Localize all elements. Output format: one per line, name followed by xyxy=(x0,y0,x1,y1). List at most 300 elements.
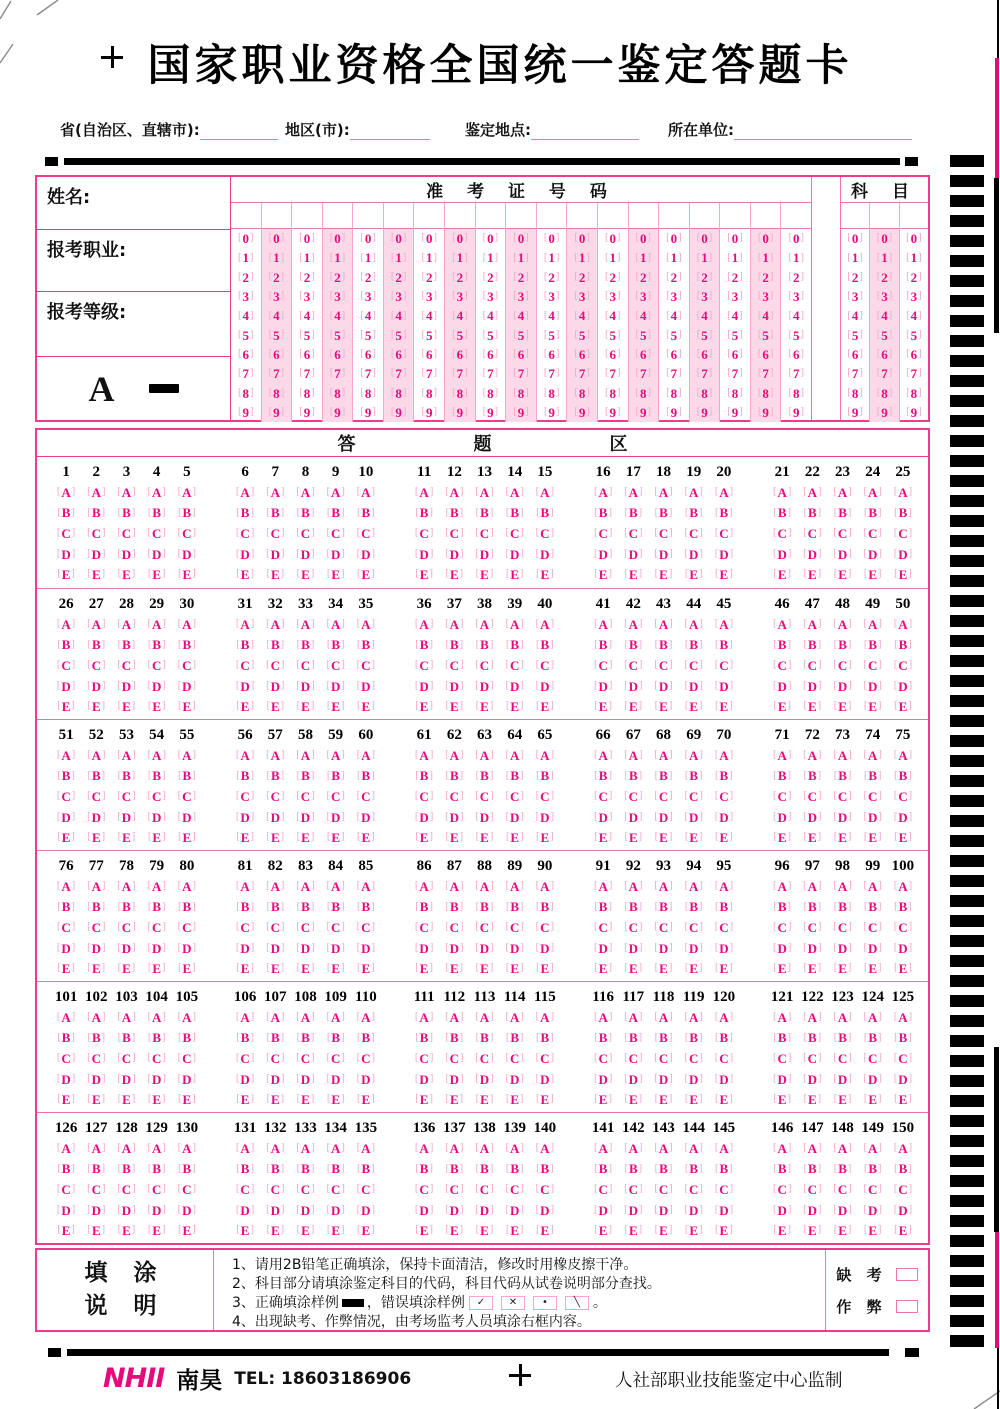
option-bubble-52-e[interactable] xyxy=(87,827,105,848)
digit-bubble-2[interactable] xyxy=(384,268,414,287)
option-bubble-129-b[interactable] xyxy=(148,1159,166,1180)
option-bubble-85-c[interactable] xyxy=(357,917,375,938)
option-bubble-21-a[interactable] xyxy=(773,482,791,503)
option-bubble-148-d[interactable] xyxy=(833,1200,851,1221)
option-bubble-51-d[interactable] xyxy=(57,807,75,828)
option-bubble-135-d[interactable] xyxy=(357,1200,375,1221)
option-bubble-4-a[interactable] xyxy=(147,482,165,503)
option-bubble-73-a[interactable] xyxy=(833,745,851,766)
option-bubble-83-a[interactable] xyxy=(296,876,314,897)
digit-bubble-7[interactable] xyxy=(720,364,750,383)
option-bubble-40-b[interactable] xyxy=(536,635,554,656)
option-bubble-18-b[interactable] xyxy=(655,503,673,524)
handwrite-cell[interactable] xyxy=(690,203,720,229)
digit-bubble-3[interactable] xyxy=(870,287,898,306)
digit-bubble-6[interactable] xyxy=(292,345,322,364)
option-bubble-144-c[interactable] xyxy=(685,1179,703,1200)
option-bubble-45-b[interactable] xyxy=(715,635,733,656)
option-bubble-69-a[interactable] xyxy=(685,745,703,766)
digit-bubble-6[interactable] xyxy=(781,345,811,364)
option-bubble-72-c[interactable] xyxy=(803,786,821,807)
option-bubble-87-b[interactable] xyxy=(445,897,463,918)
option-bubble-146-a[interactable] xyxy=(773,1138,791,1159)
digit-bubble-8[interactable] xyxy=(384,383,414,402)
option-bubble-1-a[interactable] xyxy=(57,482,75,503)
option-bubble-35-a[interactable] xyxy=(357,614,375,635)
option-bubble-108-d[interactable] xyxy=(296,1069,314,1090)
option-bubble-46-b[interactable] xyxy=(773,635,791,656)
option-bubble-99-b[interactable] xyxy=(864,897,882,918)
digit-bubble-0[interactable] xyxy=(414,229,444,248)
option-bubble-13-a[interactable] xyxy=(475,482,493,503)
option-bubble-16-d[interactable] xyxy=(594,544,612,565)
option-bubble-84-c[interactable] xyxy=(326,917,344,938)
option-bubble-27-e[interactable] xyxy=(87,696,105,717)
digit-bubble-2[interactable] xyxy=(659,268,689,287)
digit-bubble-8[interactable] xyxy=(262,383,292,402)
digit-bubble-6[interactable] xyxy=(384,345,414,364)
option-bubble-14-e[interactable] xyxy=(506,564,524,585)
option-bubble-64-d[interactable] xyxy=(505,807,523,828)
digit-bubble-6[interactable] xyxy=(870,345,898,364)
digit-bubble-9[interactable] xyxy=(414,403,444,422)
option-bubble-102-e[interactable] xyxy=(87,1089,105,1110)
option-bubble-1-b[interactable] xyxy=(57,503,75,524)
option-bubble-19-d[interactable] xyxy=(685,544,703,565)
option-bubble-137-e[interactable] xyxy=(445,1220,463,1241)
option-bubble-59-d[interactable] xyxy=(326,807,344,828)
option-bubble-43-a[interactable] xyxy=(654,614,672,635)
option-bubble-142-a[interactable] xyxy=(624,1138,642,1159)
option-bubble-126-c[interactable] xyxy=(57,1179,75,1200)
option-bubble-39-a[interactable] xyxy=(505,614,523,635)
option-bubble-4-e[interactable] xyxy=(148,564,166,585)
digit-bubble-3[interactable] xyxy=(262,287,292,306)
option-bubble-62-e[interactable] xyxy=(445,827,463,848)
option-bubble-19-c[interactable] xyxy=(685,523,703,544)
option-bubble-112-d[interactable] xyxy=(445,1069,463,1090)
option-bubble-45-d[interactable] xyxy=(715,676,733,697)
option-bubble-35-d[interactable] xyxy=(357,676,375,697)
option-bubble-35-e[interactable] xyxy=(357,696,375,717)
option-bubble-133-c[interactable] xyxy=(296,1179,314,1200)
option-bubble-111-b[interactable] xyxy=(415,1028,433,1049)
digit-bubble-5[interactable] xyxy=(231,325,261,344)
digit-bubble-9[interactable] xyxy=(659,403,689,422)
digit-bubble-1[interactable] xyxy=(353,248,383,267)
option-bubble-147-a[interactable] xyxy=(803,1138,821,1159)
option-bubble-15-b[interactable] xyxy=(536,503,554,524)
handwrite-cell[interactable] xyxy=(870,203,898,229)
option-bubble-24-b[interactable] xyxy=(864,503,882,524)
option-bubble-62-a[interactable] xyxy=(445,745,463,766)
option-bubble-131-d[interactable] xyxy=(236,1200,254,1221)
option-bubble-20-c[interactable] xyxy=(715,523,733,544)
digit-bubble-4[interactable] xyxy=(900,306,928,325)
option-bubble-134-b[interactable] xyxy=(327,1159,345,1180)
option-bubble-95-c[interactable] xyxy=(715,917,733,938)
digit-bubble-1[interactable] xyxy=(629,248,659,267)
option-bubble-36-b[interactable] xyxy=(415,635,433,656)
option-bubble-128-c[interactable] xyxy=(117,1179,135,1200)
option-bubble-6-c[interactable] xyxy=(236,523,254,544)
option-bubble-54-e[interactable] xyxy=(148,827,166,848)
option-bubble-98-a[interactable] xyxy=(833,876,851,897)
option-bubble-130-a[interactable] xyxy=(178,1138,196,1159)
digit-bubble-8[interactable] xyxy=(323,383,353,402)
option-bubble-93-b[interactable] xyxy=(655,897,673,918)
option-bubble-119-a[interactable] xyxy=(685,1007,703,1028)
option-bubble-10-d[interactable] xyxy=(357,544,375,565)
digit-bubble-8[interactable] xyxy=(781,383,811,402)
option-bubble-11-c[interactable] xyxy=(415,523,433,544)
option-bubble-17-e[interactable] xyxy=(624,564,642,585)
option-bubble-57-e[interactable] xyxy=(266,827,284,848)
digit-bubble-4[interactable] xyxy=(353,306,383,325)
option-bubble-76-d[interactable] xyxy=(57,938,75,959)
digit-bubble-1[interactable] xyxy=(262,248,292,267)
digit-bubble-7[interactable] xyxy=(323,364,353,383)
option-bubble-93-a[interactable] xyxy=(654,876,672,897)
digit-bubble-6[interactable] xyxy=(598,345,628,364)
option-bubble-145-c[interactable] xyxy=(715,1179,733,1200)
option-bubble-89-d[interactable] xyxy=(505,938,523,959)
option-bubble-127-c[interactable] xyxy=(87,1179,105,1200)
option-bubble-60-b[interactable] xyxy=(357,766,375,787)
option-bubble-54-a[interactable] xyxy=(147,745,165,766)
option-bubble-14-d[interactable] xyxy=(505,544,523,565)
digit-bubble-5[interactable] xyxy=(751,325,781,344)
option-bubble-47-a[interactable] xyxy=(803,614,821,635)
option-bubble-46-d[interactable] xyxy=(773,676,791,697)
digit-bubble-2[interactable] xyxy=(781,268,811,287)
option-bubble-150-b[interactable] xyxy=(894,1159,912,1180)
option-bubble-76-b[interactable] xyxy=(57,897,75,918)
option-bubble-84-e[interactable] xyxy=(327,958,345,979)
option-bubble-135-e[interactable] xyxy=(357,1220,375,1241)
digit-bubble-0[interactable] xyxy=(781,229,811,248)
option-bubble-107-e[interactable] xyxy=(266,1089,284,1110)
digit-bubble-4[interactable] xyxy=(629,306,659,325)
option-bubble-80-a[interactable] xyxy=(178,876,196,897)
digit-bubble-1[interactable] xyxy=(900,248,928,267)
option-bubble-4-c[interactable] xyxy=(147,523,165,544)
occupation-row[interactable] xyxy=(37,230,230,292)
option-bubble-90-c[interactable] xyxy=(536,917,554,938)
option-bubble-94-b[interactable] xyxy=(685,897,703,918)
option-bubble-86-b[interactable] xyxy=(415,897,433,918)
option-bubble-53-e[interactable] xyxy=(118,827,136,848)
digit-bubble-4[interactable] xyxy=(659,306,689,325)
option-bubble-117-a[interactable] xyxy=(624,1007,642,1028)
option-bubble-21-b[interactable] xyxy=(773,503,791,524)
option-bubble-94-e[interactable] xyxy=(685,958,703,979)
option-bubble-139-d[interactable] xyxy=(505,1200,523,1221)
option-bubble-34-e[interactable] xyxy=(327,696,345,717)
option-bubble-86-a[interactable] xyxy=(415,876,433,897)
option-bubble-142-e[interactable] xyxy=(624,1220,642,1241)
option-bubble-114-b[interactable] xyxy=(506,1028,524,1049)
digit-bubble-8[interactable] xyxy=(476,383,506,402)
option-bubble-89-e[interactable] xyxy=(506,958,524,979)
option-bubble-138-c[interactable] xyxy=(475,1179,493,1200)
digit-bubble-2[interactable] xyxy=(445,268,475,287)
handwrite-cell[interactable] xyxy=(414,203,444,229)
digit-bubble-0[interactable] xyxy=(900,229,928,248)
option-bubble-122-b[interactable] xyxy=(804,1028,822,1049)
digit-bubble-1[interactable] xyxy=(720,248,750,267)
absent-checkbox[interactable] xyxy=(896,1268,918,1281)
option-bubble-132-c[interactable] xyxy=(266,1179,284,1200)
option-bubble-54-d[interactable] xyxy=(147,807,165,828)
digit-bubble-8[interactable] xyxy=(690,383,720,402)
option-bubble-100-e[interactable] xyxy=(894,958,912,979)
option-bubble-120-c[interactable] xyxy=(715,1048,733,1069)
handwrite-cell[interactable] xyxy=(262,203,292,229)
option-bubble-37-a[interactable] xyxy=(445,614,463,635)
digit-bubble-2[interactable] xyxy=(629,268,659,287)
option-bubble-82-b[interactable] xyxy=(266,897,284,918)
option-bubble-135-b[interactable] xyxy=(357,1159,375,1180)
option-bubble-127-e[interactable] xyxy=(87,1220,105,1241)
option-bubble-23-e[interactable] xyxy=(834,564,852,585)
option-bubble-22-c[interactable] xyxy=(803,523,821,544)
option-bubble-48-d[interactable] xyxy=(833,676,851,697)
digit-bubble-8[interactable] xyxy=(292,383,322,402)
option-bubble-136-b[interactable] xyxy=(415,1159,433,1180)
digit-bubble-1[interactable] xyxy=(384,248,414,267)
digit-bubble-6[interactable] xyxy=(506,345,536,364)
handwrite-cell[interactable] xyxy=(323,203,353,229)
option-bubble-125-c[interactable] xyxy=(894,1048,912,1069)
option-bubble-92-a[interactable] xyxy=(624,876,642,897)
option-bubble-144-b[interactable] xyxy=(685,1159,703,1180)
option-bubble-66-a[interactable] xyxy=(594,745,612,766)
option-bubble-8-d[interactable] xyxy=(296,544,314,565)
digit-bubble-5[interactable] xyxy=(353,325,383,344)
option-bubble-150-a[interactable] xyxy=(894,1138,912,1159)
option-bubble-50-c[interactable] xyxy=(894,655,912,676)
option-bubble-36-a[interactable] xyxy=(415,614,433,635)
option-bubble-10-c[interactable] xyxy=(357,523,375,544)
option-bubble-5-a[interactable] xyxy=(178,482,196,503)
digit-bubble-3[interactable] xyxy=(476,287,506,306)
option-bubble-40-a[interactable] xyxy=(536,614,554,635)
option-bubble-56-a[interactable] xyxy=(236,745,254,766)
option-bubble-85-a[interactable] xyxy=(357,876,375,897)
option-bubble-55-b[interactable] xyxy=(178,766,196,787)
option-bubble-66-e[interactable] xyxy=(594,827,612,848)
option-bubble-73-d[interactable] xyxy=(833,807,851,828)
option-bubble-50-a[interactable] xyxy=(894,614,912,635)
option-bubble-107-b[interactable] xyxy=(266,1028,284,1049)
option-bubble-68-d[interactable] xyxy=(654,807,672,828)
option-bubble-112-a[interactable] xyxy=(445,1007,463,1028)
option-bubble-48-e[interactable] xyxy=(834,696,852,717)
digit-bubble-2[interactable] xyxy=(262,268,292,287)
option-bubble-149-c[interactable] xyxy=(864,1179,882,1200)
digit-bubble-2[interactable] xyxy=(720,268,750,287)
option-bubble-79-c[interactable] xyxy=(147,917,165,938)
option-bubble-43-e[interactable] xyxy=(655,696,673,717)
option-bubble-79-e[interactable] xyxy=(148,958,166,979)
digit-bubble-0[interactable] xyxy=(567,229,597,248)
option-bubble-140-c[interactable] xyxy=(536,1179,554,1200)
option-bubble-107-c[interactable] xyxy=(266,1048,284,1069)
option-bubble-113-d[interactable] xyxy=(475,1069,493,1090)
option-bubble-67-c[interactable] xyxy=(624,786,642,807)
option-bubble-82-e[interactable] xyxy=(266,958,284,979)
option-bubble-6-d[interactable] xyxy=(236,544,254,565)
option-bubble-150-c[interactable] xyxy=(894,1179,912,1200)
digit-bubble-2[interactable] xyxy=(476,268,506,287)
option-bubble-43-d[interactable] xyxy=(654,676,672,697)
option-bubble-45-c[interactable] xyxy=(715,655,733,676)
digit-bubble-4[interactable] xyxy=(781,306,811,325)
digit-bubble-9[interactable] xyxy=(841,403,869,422)
option-bubble-48-c[interactable] xyxy=(833,655,851,676)
digit-bubble-2[interactable] xyxy=(751,268,781,287)
option-bubble-7-e[interactable] xyxy=(266,564,284,585)
option-bubble-125-e[interactable] xyxy=(894,1089,912,1110)
digit-bubble-7[interactable] xyxy=(659,364,689,383)
option-bubble-100-b[interactable] xyxy=(894,897,912,918)
option-bubble-126-a[interactable] xyxy=(57,1138,75,1159)
option-bubble-141-d[interactable] xyxy=(594,1200,612,1221)
option-bubble-106-a[interactable] xyxy=(236,1007,254,1028)
option-bubble-90-e[interactable] xyxy=(536,958,554,979)
option-bubble-55-c[interactable] xyxy=(178,786,196,807)
option-bubble-72-e[interactable] xyxy=(804,827,822,848)
option-bubble-140-b[interactable] xyxy=(536,1159,554,1180)
field-province-input[interactable] xyxy=(200,124,278,140)
handwrite-cell[interactable] xyxy=(384,203,414,229)
option-bubble-81-d[interactable] xyxy=(236,938,254,959)
option-bubble-57-c[interactable] xyxy=(266,786,284,807)
option-bubble-38-d[interactable] xyxy=(475,676,493,697)
option-bubble-82-c[interactable] xyxy=(266,917,284,938)
option-bubble-120-a[interactable] xyxy=(715,1007,733,1028)
digit-bubble-9[interactable] xyxy=(445,403,475,422)
option-bubble-2-b[interactable] xyxy=(87,503,105,524)
option-bubble-46-c[interactable] xyxy=(773,655,791,676)
option-bubble-69-b[interactable] xyxy=(685,766,703,787)
option-bubble-60-c[interactable] xyxy=(357,786,375,807)
option-bubble-22-b[interactable] xyxy=(804,503,822,524)
option-bubble-12-d[interactable] xyxy=(445,544,463,565)
option-bubble-41-c[interactable] xyxy=(594,655,612,676)
option-bubble-32-c[interactable] xyxy=(266,655,284,676)
option-bubble-88-a[interactable] xyxy=(475,876,493,897)
option-bubble-108-c[interactable] xyxy=(296,1048,314,1069)
option-bubble-93-e[interactable] xyxy=(655,958,673,979)
option-bubble-38-a[interactable] xyxy=(475,614,493,635)
option-bubble-136-c[interactable] xyxy=(415,1179,433,1200)
option-bubble-95-e[interactable] xyxy=(715,958,733,979)
option-bubble-30-a[interactable] xyxy=(178,614,196,635)
option-bubble-91-e[interactable] xyxy=(594,958,612,979)
option-bubble-68-c[interactable] xyxy=(654,786,672,807)
option-bubble-53-b[interactable] xyxy=(118,766,136,787)
option-bubble-148-e[interactable] xyxy=(834,1220,852,1241)
option-bubble-88-d[interactable] xyxy=(475,938,493,959)
option-bubble-15-e[interactable] xyxy=(536,564,554,585)
option-bubble-110-b[interactable] xyxy=(357,1028,375,1049)
digit-bubble-5[interactable] xyxy=(384,325,414,344)
option-bubble-72-b[interactable] xyxy=(804,766,822,787)
option-bubble-95-a[interactable] xyxy=(715,876,733,897)
digit-bubble-4[interactable] xyxy=(841,306,869,325)
option-bubble-26-d[interactable] xyxy=(57,676,75,697)
digit-bubble-6[interactable] xyxy=(262,345,292,364)
digit-bubble-8[interactable] xyxy=(841,383,869,402)
handwrite-cell[interactable] xyxy=(353,203,383,229)
option-bubble-79-a[interactable] xyxy=(147,876,165,897)
digit-bubble-6[interactable] xyxy=(353,345,383,364)
option-bubble-89-a[interactable] xyxy=(505,876,523,897)
option-bubble-54-b[interactable] xyxy=(148,766,166,787)
option-bubble-39-e[interactable] xyxy=(506,696,524,717)
option-bubble-133-a[interactable] xyxy=(296,1138,314,1159)
option-bubble-51-e[interactable] xyxy=(57,827,75,848)
option-bubble-15-c[interactable] xyxy=(536,523,554,544)
option-bubble-93-c[interactable] xyxy=(654,917,672,938)
option-bubble-9-c[interactable] xyxy=(326,523,344,544)
option-bubble-70-e[interactable] xyxy=(715,827,733,848)
option-bubble-120-d[interactable] xyxy=(715,1069,733,1090)
option-bubble-110-e[interactable] xyxy=(357,1089,375,1110)
digit-bubble-8[interactable] xyxy=(598,383,628,402)
option-bubble-99-d[interactable] xyxy=(864,938,882,959)
option-bubble-70-c[interactable] xyxy=(715,786,733,807)
option-bubble-114-c[interactable] xyxy=(505,1048,523,1069)
option-bubble-114-e[interactable] xyxy=(506,1089,524,1110)
option-bubble-92-e[interactable] xyxy=(624,958,642,979)
option-bubble-115-d[interactable] xyxy=(536,1069,554,1090)
digit-bubble-8[interactable] xyxy=(231,383,261,402)
option-bubble-126-b[interactable] xyxy=(57,1159,75,1180)
option-bubble-129-e[interactable] xyxy=(148,1220,166,1241)
option-bubble-92-c[interactable] xyxy=(624,917,642,938)
option-bubble-44-a[interactable] xyxy=(685,614,703,635)
option-bubble-102-b[interactable] xyxy=(87,1028,105,1049)
option-bubble-78-b[interactable] xyxy=(118,897,136,918)
option-bubble-99-c[interactable] xyxy=(864,917,882,938)
digit-bubble-4[interactable] xyxy=(537,306,567,325)
digit-bubble-7[interactable] xyxy=(841,364,869,383)
option-bubble-19-b[interactable] xyxy=(685,503,703,524)
option-bubble-45-e[interactable] xyxy=(715,696,733,717)
option-bubble-118-b[interactable] xyxy=(655,1028,673,1049)
option-bubble-39-b[interactable] xyxy=(506,635,524,656)
option-bubble-73-e[interactable] xyxy=(834,827,852,848)
option-bubble-88-e[interactable] xyxy=(476,958,494,979)
option-bubble-61-e[interactable] xyxy=(415,827,433,848)
option-bubble-29-a[interactable] xyxy=(147,614,165,635)
option-bubble-15-a[interactable] xyxy=(536,482,554,503)
option-bubble-30-d[interactable] xyxy=(178,676,196,697)
option-bubble-143-a[interactable] xyxy=(654,1138,672,1159)
option-bubble-81-e[interactable] xyxy=(236,958,254,979)
option-bubble-124-b[interactable] xyxy=(864,1028,882,1049)
option-bubble-26-c[interactable] xyxy=(57,655,75,676)
option-bubble-33-e[interactable] xyxy=(297,696,315,717)
option-bubble-44-e[interactable] xyxy=(685,696,703,717)
option-bubble-12-c[interactable] xyxy=(445,523,463,544)
option-bubble-21-d[interactable] xyxy=(773,544,791,565)
option-bubble-142-d[interactable] xyxy=(624,1200,642,1221)
option-bubble-32-a[interactable] xyxy=(266,614,284,635)
